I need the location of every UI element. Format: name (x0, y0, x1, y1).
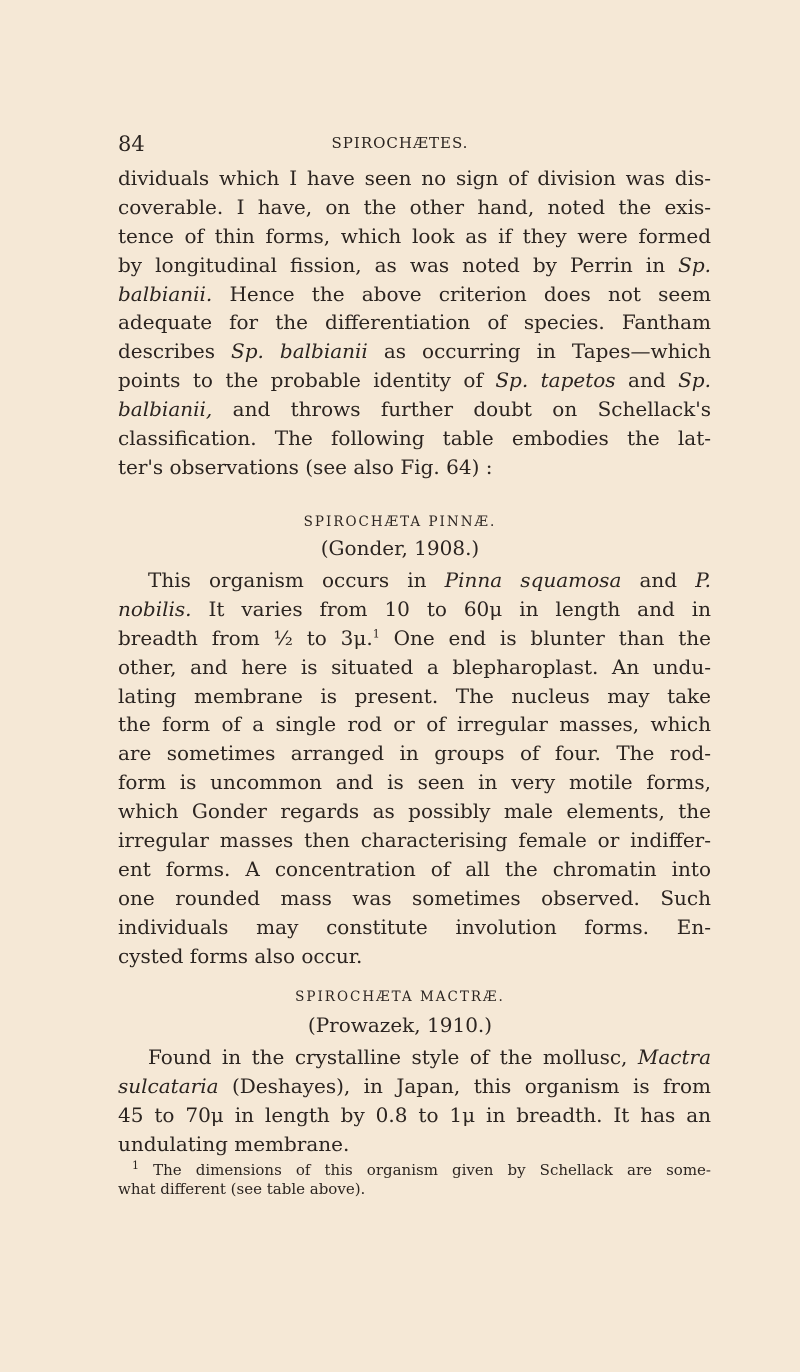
text-run: (Deshayes), in Japan, this organism is from (218, 1073, 711, 1098)
text-run: ent forms. A concentration of all the chromatin into (118, 856, 711, 881)
text-run: points to the probable identity of (118, 368, 496, 393)
section-attribution-prowazek: (Prowazek, 1910.) (307, 1013, 493, 1037)
text-line (118, 251, 711, 280)
text-line (118, 1101, 711, 1130)
text-run: adequate for the differentiation of species. Fantham (118, 310, 711, 335)
text-run: cysted forms also occur. (118, 943, 363, 968)
text-line (118, 453, 711, 482)
italic-text: Sp. (678, 368, 711, 393)
text-run: ter's observations (see also Fig. 64) : (118, 454, 493, 479)
footnote-line (118, 1180, 711, 1199)
text-line (118, 1130, 711, 1159)
text-run: by longitudinal fission, as was noted by Perrin in (118, 252, 679, 277)
text-run: are sometimes arranged in groups of four. The rod- (118, 741, 711, 766)
footnote-reference: 1 (372, 627, 380, 641)
text-run: coverable. I have, on the other hand, noted the exis- (118, 194, 711, 219)
text-line (118, 222, 711, 251)
italic-text: Mactra (637, 1045, 711, 1069)
text-run: individuals may constitute involution forms. En- (118, 914, 711, 939)
text-line (118, 1072, 711, 1101)
text-line (118, 855, 711, 884)
italic-text: Sp. tapetos (495, 368, 616, 393)
footnote-text: what different (see table above). (118, 1180, 366, 1198)
italic-text: balbianii. (118, 281, 213, 306)
text-run: form is uncommon and is seen in very motile forms, (118, 770, 711, 795)
italic-text: sulcataria (118, 1073, 219, 1098)
text-run: This organism occurs in (148, 568, 445, 592)
italic-text: nobilis. (118, 596, 192, 621)
text-line (118, 942, 711, 971)
text-line (118, 739, 711, 768)
section-heading-mactrae: SPIROCHÆTA MACTRÆ. (295, 989, 505, 1005)
italic-text: balbianii, (118, 397, 213, 422)
text-run: dividuals which I have seen no sign of division was dis- (118, 166, 711, 190)
text-line (118, 595, 711, 624)
paragraph-3 (118, 1043, 711, 1159)
text-line (118, 710, 711, 739)
text-run: breadth from ½ to 3μ. (118, 625, 373, 650)
running-title: SPIROCHÆTES. (331, 134, 469, 152)
text-run: One end is blunter than the (379, 625, 711, 650)
paragraph-1 (118, 164, 711, 482)
text-line (118, 826, 711, 855)
italic-text: Sp. balbianii (231, 339, 368, 364)
section-attribution-gonder: (Gonder, 1908.) (320, 536, 480, 560)
text-line (118, 682, 711, 711)
page-number: 84 (118, 132, 145, 156)
text-run: which Gonder regards as possibly male elements, the (118, 799, 711, 824)
footnote (118, 1161, 711, 1199)
text-line (118, 1043, 711, 1072)
text-run: and (615, 368, 679, 393)
text-line (118, 424, 711, 453)
text-run: describes (118, 339, 231, 364)
text-line (118, 884, 711, 913)
text-line (118, 768, 711, 797)
section-heading-pinnae: SPIROCHÆTA PINNÆ. (303, 514, 497, 530)
text-line (118, 366, 711, 395)
text-run: tence of thin forms, which look as if they were formed (118, 223, 711, 248)
text-line (118, 308, 711, 337)
text-line (118, 193, 711, 222)
text-run: Found in the crystalline style of the mollusc, (148, 1045, 638, 1069)
text-line (118, 624, 711, 653)
text-run: and (621, 568, 696, 592)
text-run: lating membrane is present. The nucleus may take (118, 683, 711, 708)
text-line (118, 395, 711, 424)
text-run: other, and here is situated a blepharoplast. An undu- (118, 654, 711, 679)
text-run: irregular masses then characterising female or indiffer- (118, 828, 711, 853)
text-run: the form of a single rod or of irregular masses, which (118, 712, 711, 737)
text-line (118, 337, 711, 366)
text-line (118, 566, 711, 595)
text-line (118, 913, 711, 942)
text-run: classification. The following table embodies the lat- (118, 426, 711, 451)
text-line (118, 164, 711, 193)
text-run: It varies from 10 to 60μ in length and in (191, 596, 711, 621)
italic-text: P. (695, 568, 711, 592)
text-run: and throws further doubt on Schellack's (212, 397, 711, 422)
text-line (118, 280, 711, 309)
text-run: one rounded mass was sometimes observed. Such (118, 885, 711, 910)
text-line (118, 653, 711, 682)
footnote-text: The dimensions of this organism given by Schellack are some- (153, 1161, 711, 1179)
paragraph-2 (118, 566, 711, 970)
text-run: as occurring in Tapes—which (367, 339, 712, 364)
text-line (118, 797, 711, 826)
footnote-marker: 1 (132, 1159, 139, 1172)
italic-text: Sp. (678, 252, 711, 277)
text-run: undulating membrane. (118, 1131, 350, 1156)
italic-text: Pinna squamosa (444, 568, 622, 592)
footnote-line (118, 1161, 711, 1180)
text-run: 45 to 70μ in length by 0.8 to 1μ in breadth. It has an (118, 1102, 711, 1127)
text-run: Hence the above criterion does not seem (212, 281, 711, 306)
